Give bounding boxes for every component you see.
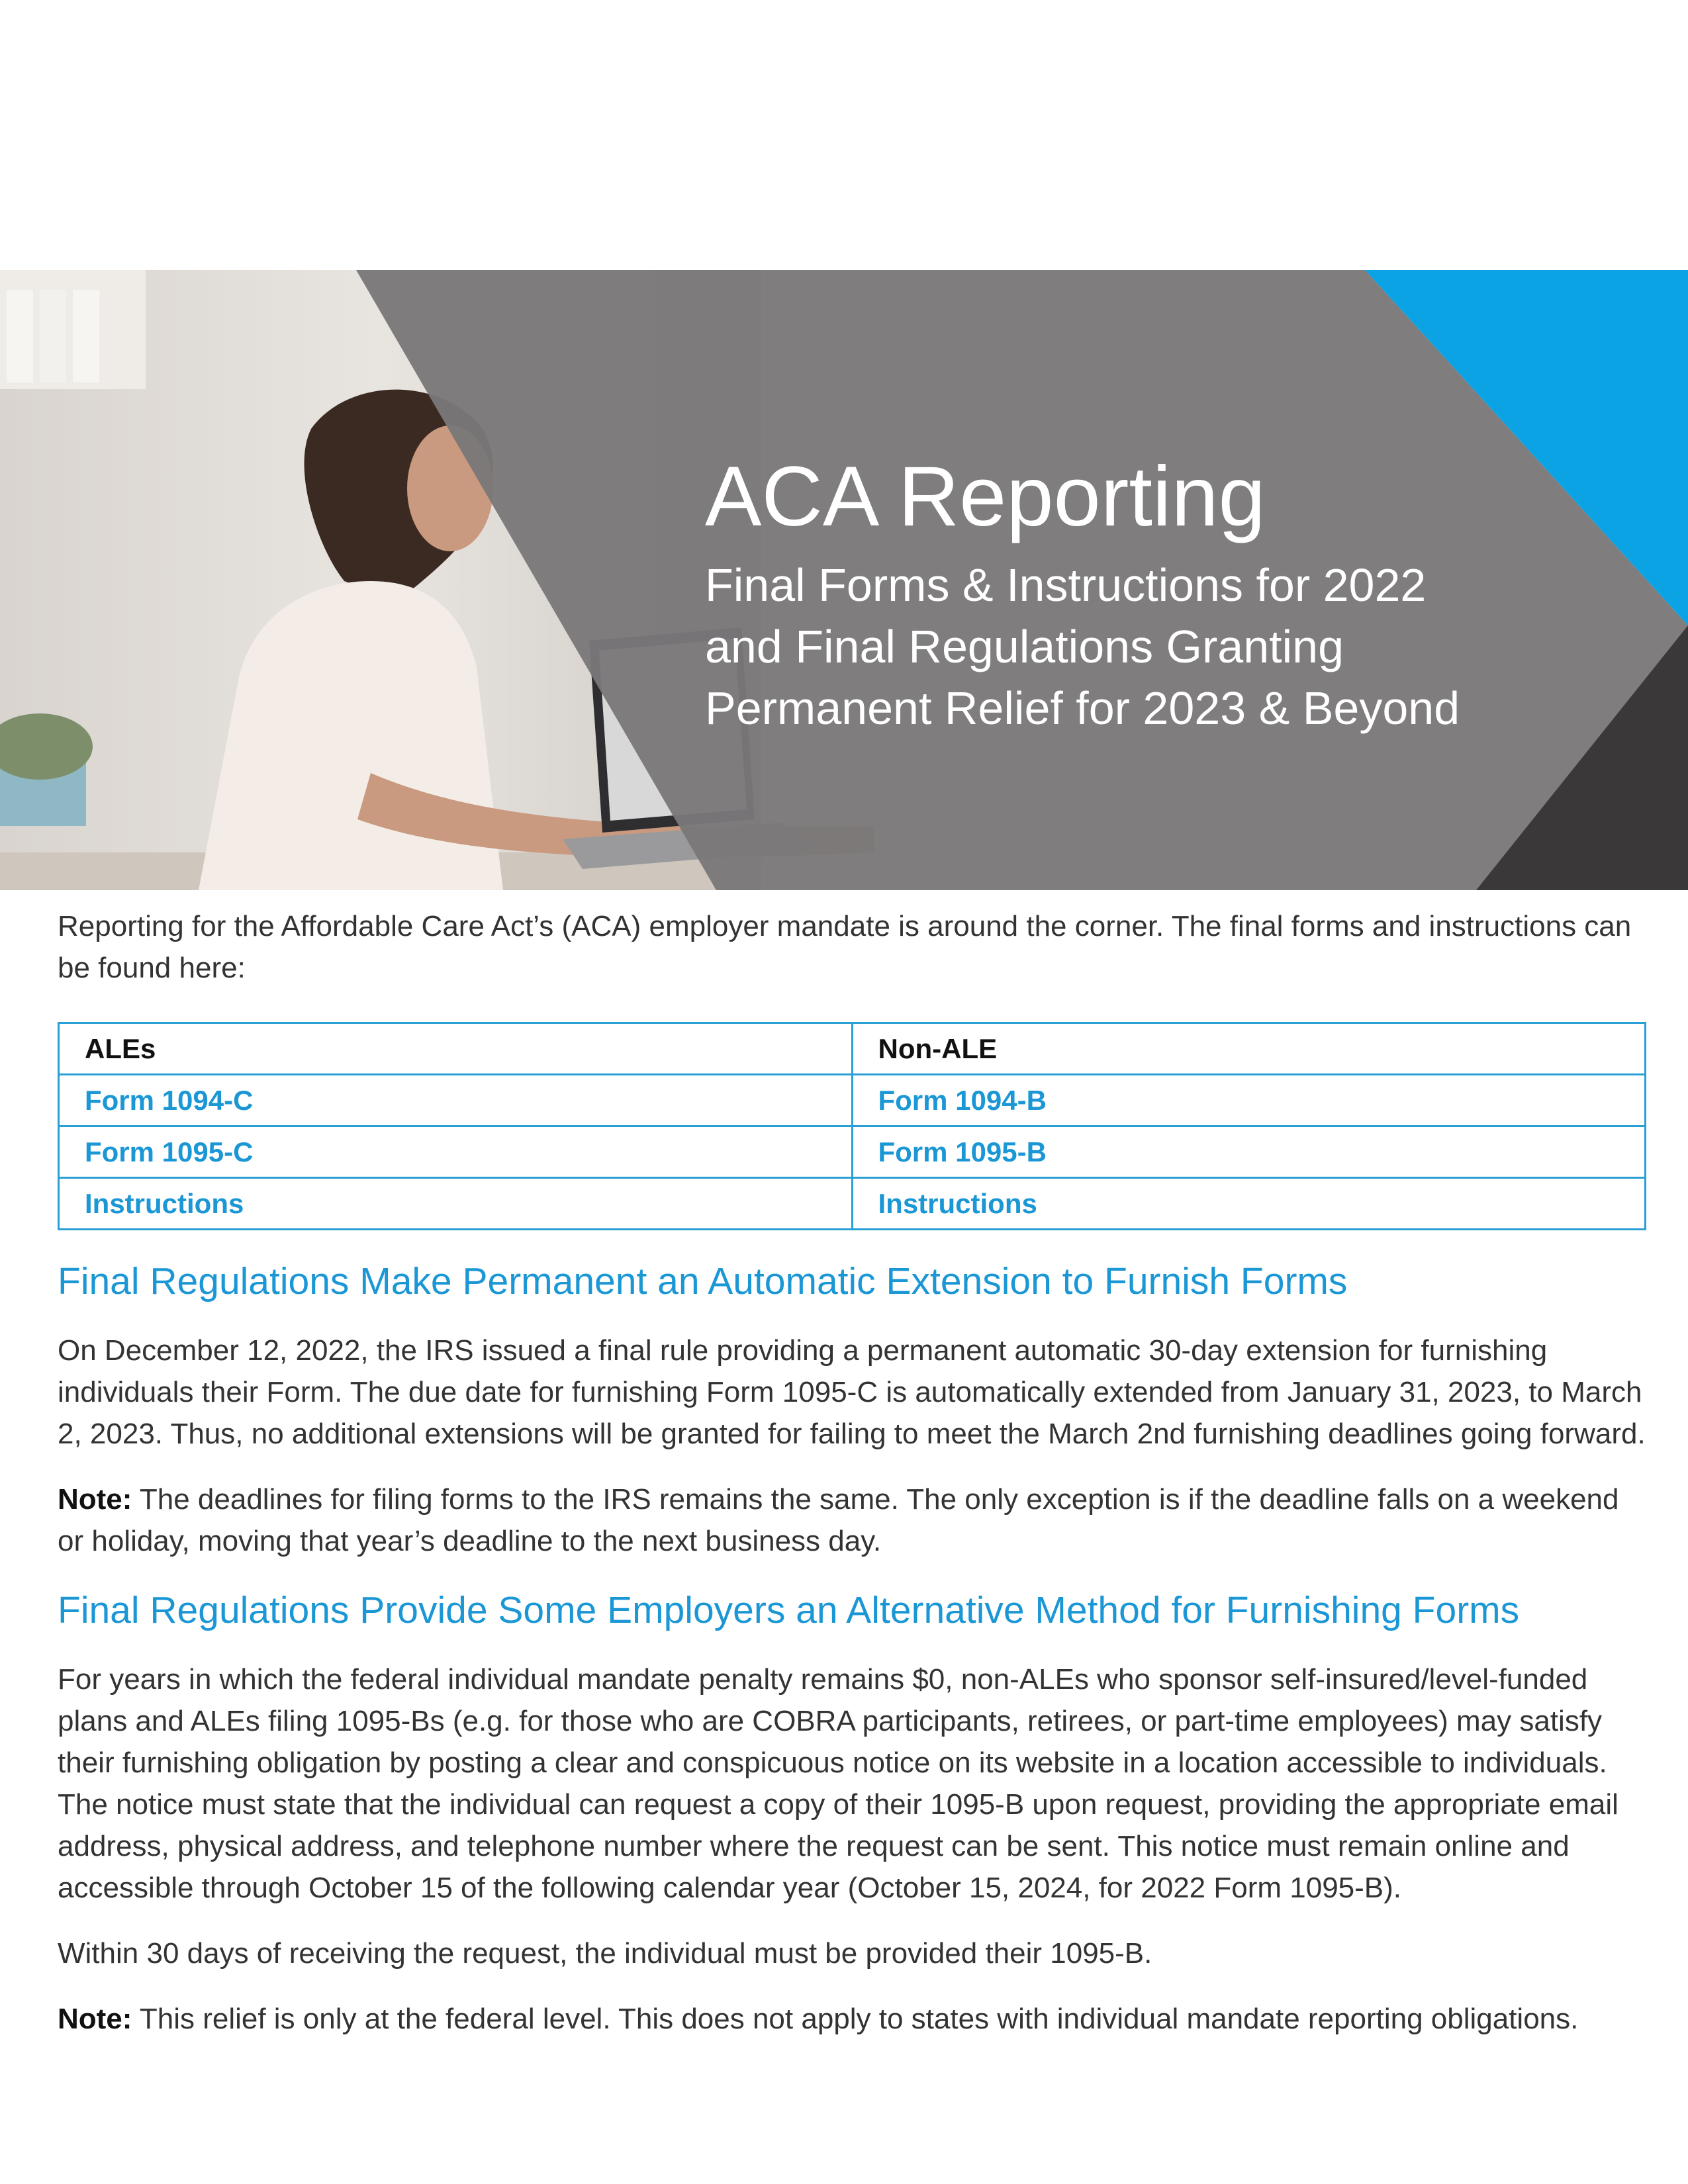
alternative-note	[58, 1998, 1646, 2040]
table-row	[59, 1178, 1646, 1230]
hero-banner	[0, 270, 1688, 890]
section-heading-alternative: Final Regulations Provide Some Employers an Alternative Method for Furnishing Forms	[58, 1589, 1520, 1631]
extension-note	[58, 1479, 1646, 1562]
form-1094c-link[interactable]: Form 1094-C	[59, 1075, 853, 1126]
subtitle-line: and Final Regulations Granting	[705, 621, 1344, 672]
note-label: Note:	[58, 2003, 132, 2035]
ale-instructions-link[interactable]: Instructions	[59, 1178, 853, 1230]
subtitle-line: Final Forms & Instructions for 2022	[705, 559, 1427, 611]
page-title: ACA Reporting	[705, 449, 1266, 544]
page-subtitle	[705, 555, 1460, 739]
table-row	[59, 1126, 1646, 1178]
subtitle-line: Permanent Relief for 2023 & Beyond	[705, 682, 1460, 734]
within-30-days-paragraph: Within 30 days of receiving the request, the individual must be provided their 1095-B.	[58, 1937, 1152, 1970]
note-text: The deadlines for filing forms to the IRS remains the same. The only exception is if the deadline falls on a weekend or holiday, moving that year’s deadline to the next business day.	[58, 1483, 1619, 1557]
table-row	[59, 1075, 1646, 1126]
note-label: Note:	[58, 1483, 132, 1516]
form-1095c-link[interactable]: Form 1095-C	[59, 1126, 853, 1178]
main-content	[58, 905, 1646, 2040]
table-header-row	[59, 1023, 1646, 1075]
note-text: This relief is only at the federal level. This does not apply to states with individual mandate reporting obligations.	[132, 2003, 1579, 2035]
section-heading-extension: Final Regulations Make Permanent an Automatic Extension to Furnish Forms	[58, 1260, 1348, 1302]
alternative-paragraph: For years in which the federal individual mandate penalty remains $0, non-ALEs who sponsor self-insured/level-funded plans and ALEs filing 1095-Bs (e.g. for those who are COBRA participants, retirees, or part-time employees) may satisfy their furnishing obligation by posting a clear and conspicuous notice on its website in a location accessible to individuals. The notice must state that the individual can request a copy of their 1095-B upon request, providing the appropriate email address, physical address, and telephone number where the request can be sent. This notice must remain online and accessible through October 15 of the following calendar year (October 15, 2024, for 2022 Form 1095-B).	[58, 1663, 1618, 1904]
forms-table	[58, 1022, 1646, 1230]
column-header-ales: ALEs	[59, 1023, 853, 1075]
extension-paragraph: On December 12, 2022, the IRS issued a final rule providing a permanent automatic 30-day extension for furnishing individuals their Form. The due date for furnishing Form 1095-C is automatically extended from January 31, 2023, to March 2, 2023. Thus, no additional extensions will be granted for failing to meet the March 2nd furnishing deadlines going forward.	[58, 1334, 1646, 1450]
form-1094b-link[interactable]: Form 1094-B	[852, 1075, 1646, 1126]
hero-text-block	[705, 447, 1460, 739]
column-header-non-ale: Non-ALE	[852, 1023, 1646, 1075]
non-ale-instructions-link[interactable]: Instructions	[852, 1178, 1646, 1230]
intro-paragraph: Reporting for the Affordable Care Act’s (ACA) employer mandate is around the corner. The final forms and instructions can be found here:	[58, 910, 1632, 984]
form-1095b-link[interactable]: Form 1095-B	[852, 1126, 1646, 1178]
